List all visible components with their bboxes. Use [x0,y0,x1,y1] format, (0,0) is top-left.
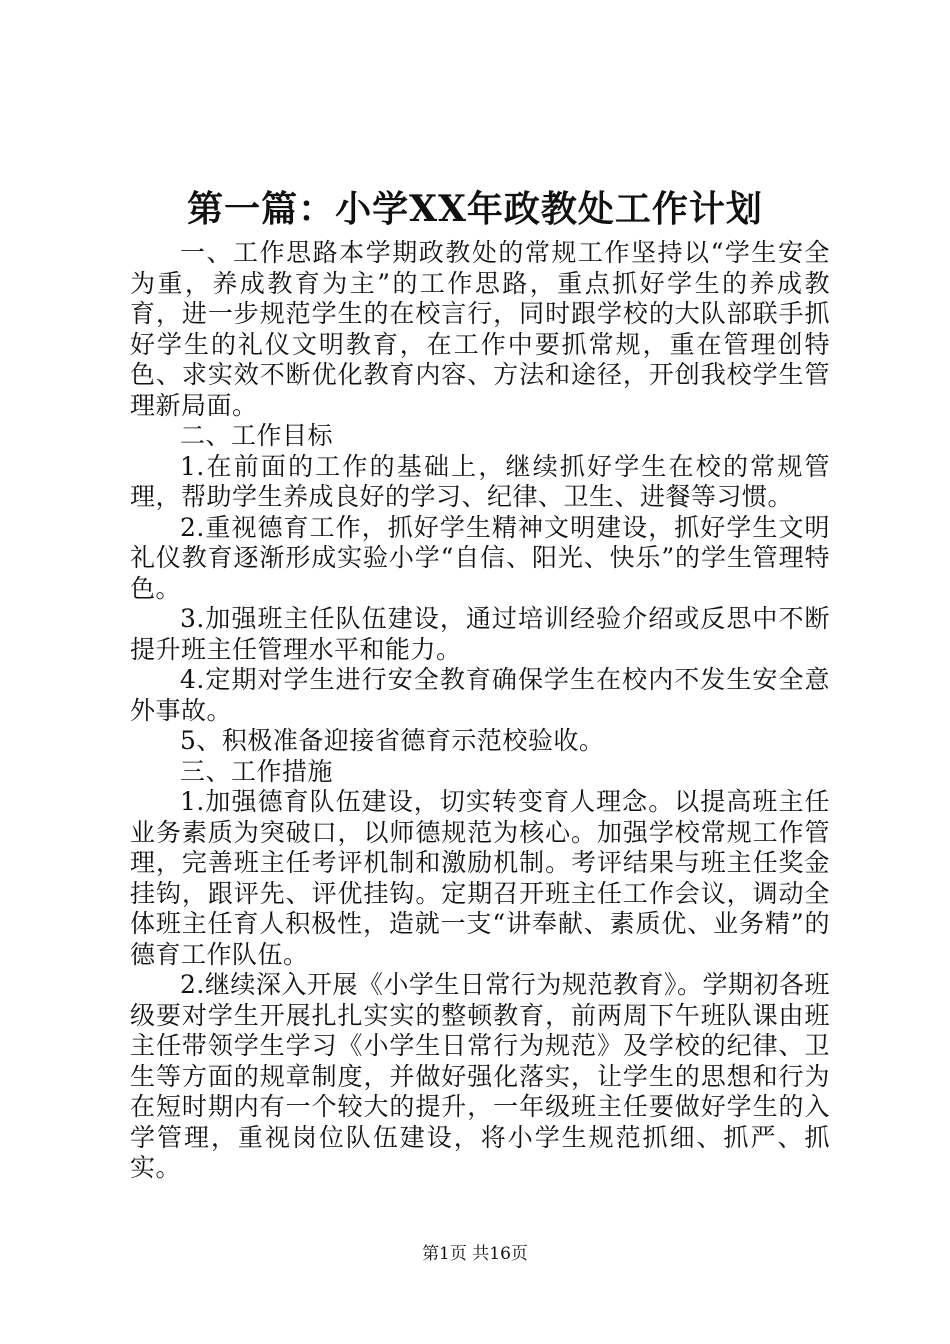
paragraph-measure-2: 2.继续深入开展《小学生日常行为规范教育》。学期初各班级要对学生开展扎扎实实的整顿教育，前两周下午班队课由班主任带领学生学习《小学生日常行为规范》及学校的纪律、卫生等方面的规章制度，并做好强化落实，让学生的思想和行为在短时期内有一个较大的提升，一年级班主任要做好学生的入学管理，重视岗位队伍建设，将小学生规范抓细、抓严、抓实。 [130,970,830,1182]
heading-work-goals: 二、工作目标 [180,421,334,450]
paragraph-goal-1: 1.在前面的工作的基础上，继续抓好学生在校的常规管理，帮助学生养成良好的学习、纪律、卫生、进餐等习惯。 [130,451,830,511]
document-title: 第一篇：小学XX年政教处工作计划 [187,188,763,230]
page-footer [0,1243,950,1265]
paragraph-measure-1: 1.加强德育队伍建设，切实转变育人理念。以提高班主任业务素质为突破口，以师德规范为核心。加强学校常规工作管理，完善班主任考评机制和激励机制。考评结果与班主任奖金挂钩，跟评先、评优挂钩。定期召开班主任工作会议，调动全体班主任育人积极性，造就一支“讲奉献、素质优、业务精”的德育工作队伍。 [130,787,830,969]
paragraph-goal-3: 3.加强班主任队伍建设，通过培训经验介绍或反思中不断提升班主任管理水平和能力。 [130,604,830,664]
page-number: 第1页 [422,1244,467,1264]
paragraph-goal-4: 4.定期对学生进行安全教育确保学生在校内不发生安全意外事故。 [130,665,830,725]
paragraph-goal-5: 5、积极准备迎接省德育示范校验收。 [180,726,605,755]
paragraph-goal-2: 2.重视德育工作，抓好学生精神文明建设，抓好学生文明礼仪教育逐渐形成实验小学“自信、阳光、快乐”的学生管理特色。 [130,512,830,603]
document-body [130,238,830,1184]
heading-work-measures: 三、工作措施 [180,756,334,786]
paragraph-work-approach: 一、工作思路本学期政教处的常规工作坚持以“学生安全为重，养成教育为主”的工作思路，重点抓好学生的养成教育，进一步规范学生的在校言行，同时跟学校的大队部联手抓好学生的礼仪文明教育，在工作中要抓常规，重在管理创特色、求实效不断优化教育内容、方法和途径，开创我校学生管理新局面。 [130,238,830,420]
total-pages: 共16页 [472,1244,528,1264]
